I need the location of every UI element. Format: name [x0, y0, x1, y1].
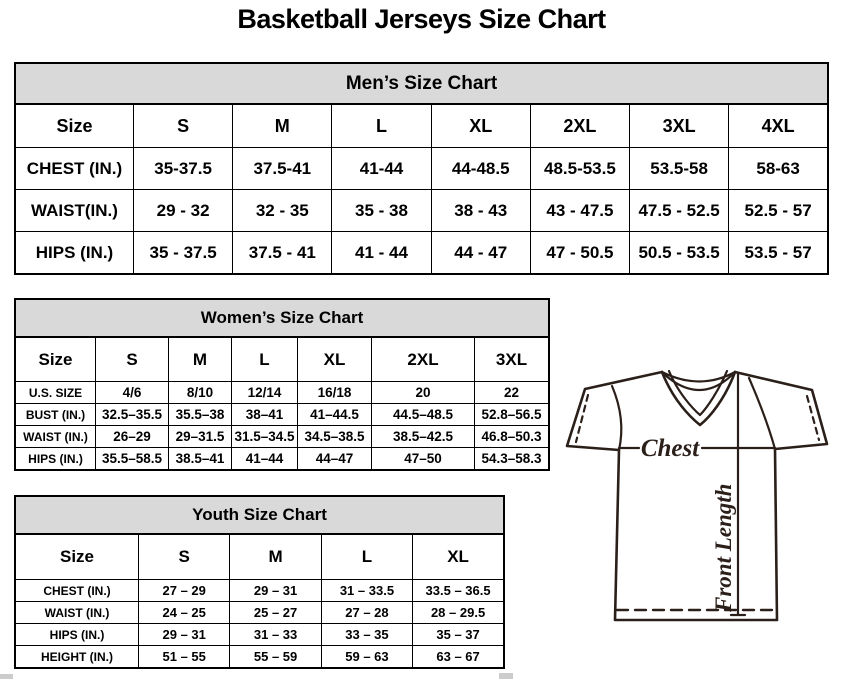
womens-row-label: HIPS (IN.)	[15, 448, 96, 471]
womens-cell: 38.5–41	[169, 448, 232, 471]
womens-cell: 20	[372, 382, 475, 404]
youth-header-row	[15, 535, 504, 580]
womens-cell: 4/6	[96, 382, 169, 404]
mens-column-header: 3XL	[630, 105, 729, 148]
youth-row-label: CHEST (IN.)	[15, 580, 139, 602]
womens-cell: 26–29	[96, 426, 169, 448]
mens-cell: 44 - 47	[431, 232, 530, 275]
womens-column-header: 2XL	[372, 338, 475, 382]
womens-cell: 54.3–58.3	[475, 448, 550, 471]
mens-cell: 47.5 - 52.5	[630, 190, 729, 232]
youth-size-chart-title: Youth Size Chart	[14, 495, 505, 534]
jersey-left-sleeve-seam	[612, 386, 621, 450]
womens-cell: 44–47	[298, 448, 372, 471]
womens-size-chart	[14, 298, 550, 471]
jersey-outline	[567, 372, 827, 620]
youth-column-header: XL	[413, 535, 504, 580]
womens-cell: 35.5–38	[169, 404, 232, 426]
womens-cell: 41–44.5	[298, 404, 372, 426]
youth-row	[15, 646, 504, 669]
mens-cell: 35 - 37.5	[134, 232, 233, 275]
mens-column-header: S	[134, 105, 233, 148]
jersey-measurement-diagram	[555, 362, 840, 632]
youth-size-chart	[14, 495, 505, 669]
mens-cell: 58-63	[729, 148, 828, 190]
mens-cell: 50.5 - 53.5	[630, 232, 729, 275]
womens-column-header: M	[169, 338, 232, 382]
youth-row	[15, 580, 504, 602]
youth-size-chart-table	[14, 534, 505, 669]
mens-column-header: M	[233, 105, 332, 148]
mens-header-row	[15, 105, 828, 148]
womens-cell: 12/14	[232, 382, 298, 404]
womens-cell: 16/18	[298, 382, 372, 404]
mens-cell: 53.5-58	[630, 148, 729, 190]
youth-cell: 35 – 37	[413, 624, 504, 646]
youth-row-label: WAIST (IN.)	[15, 602, 139, 624]
youth-cell: 33.5 – 36.5	[413, 580, 504, 602]
womens-cell: 29–31.5	[169, 426, 232, 448]
mens-cell: 35-37.5	[134, 148, 233, 190]
youth-cell: 55 – 59	[230, 646, 321, 669]
mens-size-chart	[14, 62, 829, 275]
jersey-right-sleeve-seam	[749, 378, 775, 449]
jersey-right-cuff-dashes	[807, 396, 819, 440]
mens-column-header: Size	[15, 105, 134, 148]
womens-cell: 34.5–38.5	[298, 426, 372, 448]
bottom-left-scrollbar-fragment	[0, 674, 13, 679]
youth-column-header: S	[139, 535, 230, 580]
youth-cell: 24 – 25	[139, 602, 230, 624]
youth-cell: 27 – 28	[321, 602, 412, 624]
mens-cell: 53.5 - 57	[729, 232, 828, 275]
mens-column-header: 4XL	[729, 105, 828, 148]
womens-row	[15, 382, 549, 404]
womens-column-header: 3XL	[475, 338, 550, 382]
womens-column-header: XL	[298, 338, 372, 382]
youth-column-header: L	[321, 535, 412, 580]
youth-column-header: Size	[15, 535, 139, 580]
youth-row	[15, 624, 504, 646]
womens-row-label: BUST (IN.)	[15, 404, 96, 426]
womens-cell: 35.5–58.5	[96, 448, 169, 471]
mens-column-header: XL	[431, 105, 530, 148]
mens-cell: 43 - 47.5	[530, 190, 629, 232]
womens-cell: 8/10	[169, 382, 232, 404]
womens-cell: 52.8–56.5	[475, 404, 550, 426]
mens-cell: 41-44	[332, 148, 431, 190]
mens-cell: 48.5-53.5	[530, 148, 629, 190]
youth-cell: 29 – 31	[230, 580, 321, 602]
youth-cell: 63 – 67	[413, 646, 504, 669]
womens-cell: 31.5–34.5	[232, 426, 298, 448]
womens-header-row	[15, 338, 549, 382]
mens-cell: 35 - 38	[332, 190, 431, 232]
mens-cell: 37.5-41	[233, 148, 332, 190]
front-length-label: Front Length	[711, 483, 736, 612]
mens-cell: 44-48.5	[431, 148, 530, 190]
mens-row	[15, 190, 828, 232]
mens-column-header: 2XL	[530, 105, 629, 148]
chest-label: Chest	[640, 435, 700, 462]
youth-cell: 59 – 63	[321, 646, 412, 669]
youth-row-label: HIPS (IN.)	[15, 624, 139, 646]
womens-cell: 32.5–35.5	[96, 404, 169, 426]
youth-cell: 51 – 55	[139, 646, 230, 669]
mens-size-chart-table	[14, 104, 829, 275]
womens-row	[15, 404, 549, 426]
mens-row	[15, 232, 828, 275]
womens-cell: 46.8–50.3	[475, 426, 550, 448]
womens-cell: 38.5–42.5	[372, 426, 475, 448]
youth-cell: 27 – 29	[139, 580, 230, 602]
mens-cell: 29 - 32	[134, 190, 233, 232]
youth-row	[15, 602, 504, 624]
mens-cell: 41 - 44	[332, 232, 431, 275]
youth-cell: 28 – 29.5	[413, 602, 504, 624]
youth-column-header: M	[230, 535, 321, 580]
womens-cell: 38–41	[232, 404, 298, 426]
mens-size-chart-title: Men’s Size Chart	[14, 62, 829, 104]
youth-cell: 33 – 35	[321, 624, 412, 646]
youth-row-label: HEIGHT (IN.)	[15, 646, 139, 669]
womens-cell: 47–50	[372, 448, 475, 471]
womens-column-header: L	[232, 338, 298, 382]
mens-column-header: L	[332, 105, 431, 148]
mens-row	[15, 148, 828, 190]
womens-size-chart-title: Women’s Size Chart	[14, 298, 550, 337]
womens-row	[15, 448, 549, 471]
youth-cell: 31 – 33	[230, 624, 321, 646]
mens-row-label: HIPS (IN.)	[15, 232, 134, 275]
womens-row-label: WAIST (IN.)	[15, 426, 96, 448]
womens-row-label: U.S. SIZE	[15, 382, 96, 404]
mens-cell: 52.5 - 57	[729, 190, 828, 232]
womens-size-chart-table	[14, 337, 550, 471]
mens-row-label: CHEST (IN.)	[15, 148, 134, 190]
womens-row	[15, 426, 549, 448]
womens-column-header: Size	[15, 338, 96, 382]
womens-column-header: S	[96, 338, 169, 382]
mens-cell: 47 - 50.5	[530, 232, 629, 275]
youth-cell: 31 – 33.5	[321, 580, 412, 602]
youth-cell: 29 – 31	[139, 624, 230, 646]
womens-cell: 22	[475, 382, 550, 404]
page-title: Basketball Jerseys Size Chart	[237, 4, 606, 34]
mens-cell: 37.5 - 41	[233, 232, 332, 275]
womens-cell: 44.5–48.5	[372, 404, 475, 426]
youth-cell: 25 – 27	[230, 602, 321, 624]
mens-cell: 38 - 43	[431, 190, 530, 232]
mens-row-label: WAIST(IN.)	[15, 190, 134, 232]
mens-cell: 32 - 35	[233, 190, 332, 232]
bottom-center-scrollbar-fragment	[499, 673, 513, 679]
womens-cell: 41–44	[232, 448, 298, 471]
